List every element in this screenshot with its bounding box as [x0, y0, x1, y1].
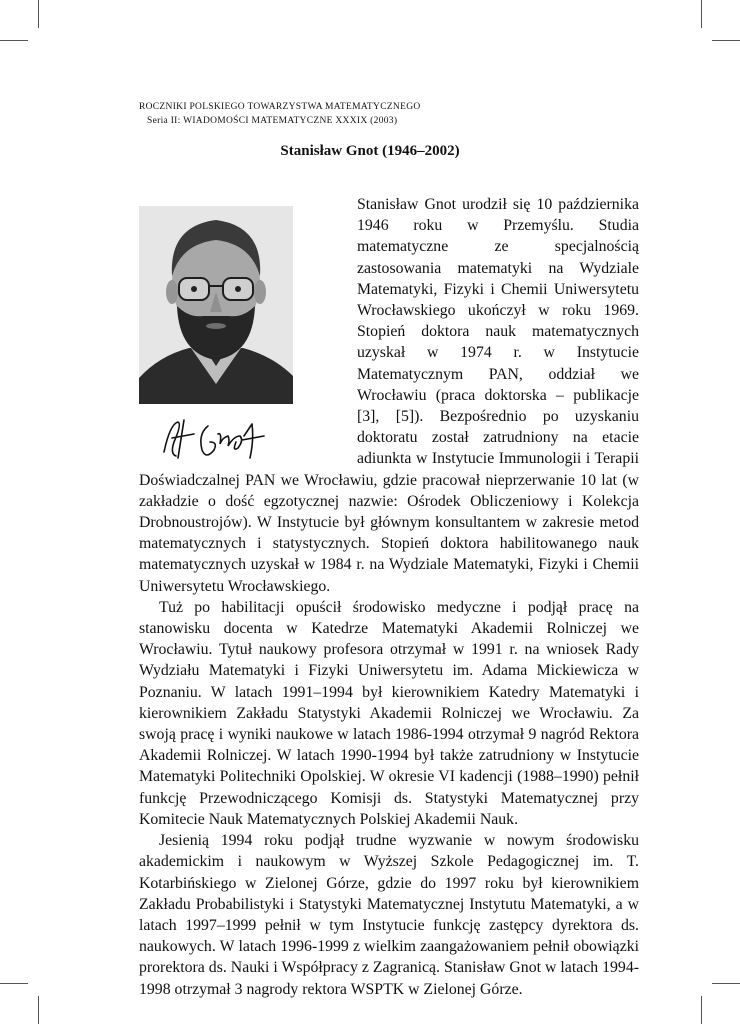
- crop-mark-bottom-left-vertical: [38, 996, 39, 1024]
- crop-mark-top-right-vertical: [701, 0, 702, 28]
- crop-mark-top-left-horizontal: [0, 40, 28, 41]
- paragraph-1: Stanisław Gnot urodził się 10 października 1946 roku w Przemyślu. Studia matematyczne ze specjalnością zastosowania matematyki na Wydziale Matematyki, Fizyki i Chemii Uniwersytetu Wrocławskiego ukończył w roku 1969. Stopień doktora nauk matematycznych uzyskał w 1974 r. w Instytucie Matematycznym PAN, oddział we Wrocławiu (praca doktorska – publikacje [3], [5]). Bezpośrednio po uzyskaniu doktoratu został zatrudniony na etacie adiunkta w Instytucie Immunologii i Terapii Doświadczalnej PAN we Wrocławiu, gdzie pracował nieprzerwanie 10 lat (w zakładzie o dość egzotycznej nazwie: Ośrodek Obliczeniowy i Kolekcja Drobnoustrojów). W Instytucie był głównym konsultantem w zakresie metod matematycznych i statystycznych. Stopień doktora habilitowanego nauk matematycznych uzyskał w 1984 r. na Wydziale Matematyki, Fizyki i Chemii Uniwersytetu Wrocławskiego.: [139, 196, 639, 595]
- article-body: [139, 194, 639, 1000]
- journal-series: Seria II: WIADOMOŚCI MATEMATYCZNE XXXIX (2003): [147, 116, 398, 126]
- crop-mark-bottom-right-vertical: [701, 996, 702, 1024]
- article-title: Stanisław Gnot (1946–2002): [280, 143, 460, 159]
- crop-mark-bottom-right-horizontal: [712, 983, 740, 984]
- photo-spacer: [139, 194, 357, 468]
- crop-mark-top-right-horizontal: [712, 40, 740, 41]
- crop-mark-top-left-vertical: [38, 0, 39, 28]
- paragraph-2: Tuż po habilitacji opuścił środowisko medyczne i podjął pracę na stanowisku docenta w Katedrze Matematyki Akademii Rolniczej we Wrocławiu. Tytuł naukowy profesora otrzymał w 1991 r. na wniosek Rady Wydziału Matematyki i Fizyki Uniwersytetu im. Adama Mickiewicza w Poznaniu. W latach 1991–1994 był kierownikiem Katedry Matematyki i kierownikiem Zakładu Statystyki Akademii Rolniczej we Wrocławiu. Za swoją pracę i wyniki naukowe w latach 1986-1994 otrzymał 9 nagród Rektora Akademii Rolniczej. W latach 1990-1994 był także zatrudniony w Instytucie Matematyki Politechniki Opolskiej. W okresie VI kadencji (1988–1990) pełnił funkcję Przewodniczącego Komisji ds. Statystyki Matematycznej przy Komitecie Nauk Matematycznych Polskiej Akademii Nauk.: [139, 598, 639, 828]
- crop-mark-bottom-left-horizontal: [0, 983, 28, 984]
- paragraph-3: Jesienią 1994 roku podjął trudne wyzwanie w nowym środowisku akademickim i naukowym w Wyższej Szkole Pedagogicznej im. T. Kotarbińskiego w Zielonej Górze, gdzie do 1997 roku był kierownikiem Zakładu Probabilistyki i Statystyki Matematycznej Instytutu Matematyki, a w latach 1997–1999 pełnił w tym Instytucie funkcję zastępcy dyrektora ds. naukowych. W latach 1996-1999 z wielkim zaangażowaniem pełnił obowiązki prorektora ds. Nauki i Współpracy z Zagranicą. Stanisław Gnot w latach 1994-1998 otrzymał 3 nagrody rektora WSPTK w Zielonej Górze.: [139, 832, 639, 998]
- journal-name: ROCZNIKI POLSKIEGO TOWARZYSTWA MATEMATYCZNEGO: [139, 102, 421, 112]
- journal-header: [139, 100, 421, 128]
